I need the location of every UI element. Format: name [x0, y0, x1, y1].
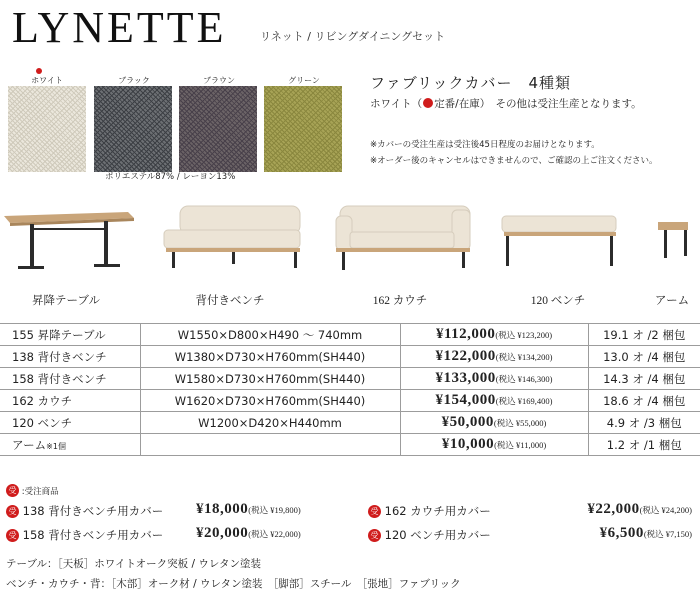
swatch-black: [94, 86, 172, 172]
cover-price-value: ¥20,000: [196, 525, 249, 541]
spec-price-tax: (税込 ¥169,400): [495, 396, 553, 406]
order-legend: [6, 484, 59, 497]
table-row: [0, 390, 700, 412]
cover-price-tax: (税込 ¥19,800): [248, 505, 301, 515]
product-illustrations: [0, 196, 700, 278]
spec-weight: 14.3 オ /4 梱包: [588, 368, 700, 390]
order-badge-icon: 受: [368, 505, 381, 518]
table-row: [0, 412, 700, 434]
fabric-availability-white: ホワイト（: [370, 98, 423, 110]
spec-size: W1380×D730×H760mm(SH440): [140, 346, 400, 368]
spec-name: 158 背付きベンチ: [0, 368, 140, 390]
fabric-composition: ポリエステル87% / レーヨン13%: [105, 172, 236, 182]
spec-price: [400, 368, 588, 390]
swatch-label-brown: ブラウン: [203, 76, 235, 85]
spec-price: [400, 412, 588, 434]
spec-price-value: ¥112,000: [435, 326, 496, 342]
spec-name: [0, 434, 140, 456]
spec-weight: 13.0 オ /4 梱包: [588, 346, 700, 368]
spec-size: W1580×D730×H760mm(SH440): [140, 368, 400, 390]
spec-name: 120 ベンチ: [0, 412, 140, 434]
cover-price-value: ¥18,000: [196, 501, 249, 517]
couch-image: [336, 206, 470, 270]
brand-title: LYNETTE: [12, 3, 227, 52]
brand-subtitle: リネット / リビングダイニングセット: [260, 30, 446, 43]
order-badge-icon: 受: [6, 484, 19, 497]
spec-price-tax: (税込 ¥123,200): [495, 330, 553, 340]
cover-price-tax: (税込 ¥7,150): [643, 529, 692, 539]
spec-name: 155 昇降テーブル: [0, 324, 140, 346]
cover-price-value: ¥22,000: [587, 501, 640, 517]
spec-size: W1200×D420×H440mm: [140, 412, 400, 434]
spec-size: [140, 434, 400, 456]
cover-price: [196, 525, 301, 542]
spec-price-tax: (税込 ¥55,000): [493, 418, 547, 428]
product-name-back-bench: 背付きベンチ: [195, 295, 265, 307]
table-row: [0, 368, 700, 390]
spec-price-value: ¥50,000: [441, 414, 494, 430]
spec-name-suffix: ※1個: [46, 441, 66, 451]
cover-price: [600, 525, 692, 542]
spec-price-value: ¥133,000: [435, 370, 496, 386]
swatch-label-green: グリーン: [288, 76, 320, 85]
table-row: [0, 434, 700, 456]
stock-dot-icon: [36, 68, 42, 74]
swatch-label-black: ブラック: [118, 76, 150, 85]
order-legend-text: :受注商品: [21, 487, 59, 497]
spec-price-value: ¥10,000: [441, 436, 495, 452]
swatch-brown: [179, 86, 257, 172]
cover-row: [6, 503, 346, 519]
cover-price-tax: (税込 ¥22,000): [248, 529, 301, 539]
spec-price: [400, 346, 588, 368]
fabric-note-cancel: ※オーダー後のキャンセルはできませんので、ご確認の上ご注文ください。: [370, 156, 658, 166]
spec-weight: 1.2 オ /1 梱包: [588, 434, 700, 456]
product-name-couch: 162 カウチ: [372, 295, 428, 307]
product-name-arm: アーム: [654, 295, 690, 307]
product-name-lift-table: 昇降テーブル: [32, 295, 100, 307]
back-bench-image: [164, 206, 300, 268]
order-badge-icon: 受: [6, 505, 19, 518]
fabric-availability: [370, 96, 642, 111]
cover-price: [196, 501, 301, 518]
spec-price-value: ¥122,000: [435, 348, 496, 364]
spec-name: 138 背付きベンチ: [0, 346, 140, 368]
stock-dot-icon: [423, 98, 433, 108]
product-name-bench: 120 ベンチ: [530, 295, 586, 307]
fabric-title: ファブリックカバー 4種類: [370, 74, 572, 92]
cover-name: 158 背付きベンチ用カバー: [22, 528, 164, 542]
spec-price-tax: (税込 ¥134,200): [495, 352, 553, 362]
fabric-availability-rest: 定番/在庫） その他は受注生産となります。: [434, 98, 642, 110]
spec-price: [400, 434, 588, 456]
spec-price-tax: (税込 ¥146,300): [495, 374, 553, 384]
cover-name: 120 ベンチ用カバー: [384, 528, 491, 542]
cover-row: [6, 527, 346, 543]
bench-image: [502, 216, 616, 266]
arm-image: [658, 222, 688, 258]
cover-row: [368, 527, 696, 543]
cover-price-tax: (税込 ¥24,200): [639, 505, 692, 515]
swatch-green: [264, 86, 342, 172]
cover-row: [368, 503, 696, 519]
cover-price-value: ¥6,500: [599, 525, 644, 541]
table-row: [0, 324, 700, 346]
spec-size: W1550×D800×H490 ～ 740mm: [140, 324, 400, 346]
spec-weight: 18.6 オ /4 梱包: [588, 390, 700, 412]
order-badge-icon: 受: [6, 529, 19, 542]
table-row: [0, 346, 700, 368]
spec-weight: 19.1 オ /2 梱包: [588, 324, 700, 346]
spec-table: [0, 323, 700, 456]
spec-price-value: ¥154,000: [435, 392, 496, 408]
spec-price-tax: (税込 ¥11,000): [494, 440, 547, 450]
order-badge-icon: 受: [368, 529, 381, 542]
cover-price: [587, 501, 692, 518]
fabric-note-leadtime: ※カバーの受注生産は受注後45日程度のお届けとなります。: [370, 140, 600, 150]
cover-name: 162 カウチ用カバー: [384, 504, 491, 518]
spec-price: [400, 390, 588, 412]
spec-name-text: アーム: [12, 437, 47, 452]
spec-weight: 4.9 オ /3 梱包: [588, 412, 700, 434]
swatch-row: [8, 68, 358, 176]
swatch-white: [8, 86, 86, 172]
materials-table: テーブル：［天板］ホワイトオーク突板 / ウレタン塗装: [6, 558, 261, 570]
materials-seating: ベンチ・カウチ・背：［木部］オーク材 / ウレタン塗装 ［脚部］スチール ［張地］ファブリック: [6, 578, 461, 590]
cover-name: 138 背付きベンチ用カバー: [22, 504, 164, 518]
spec-name: 162 カウチ: [0, 390, 140, 412]
lift-table-image: [4, 212, 134, 269]
spec-size: W1620×D730×H760mm(SH440): [140, 390, 400, 412]
spec-price: [400, 324, 588, 346]
swatch-label-white: ホワイト: [31, 76, 63, 85]
